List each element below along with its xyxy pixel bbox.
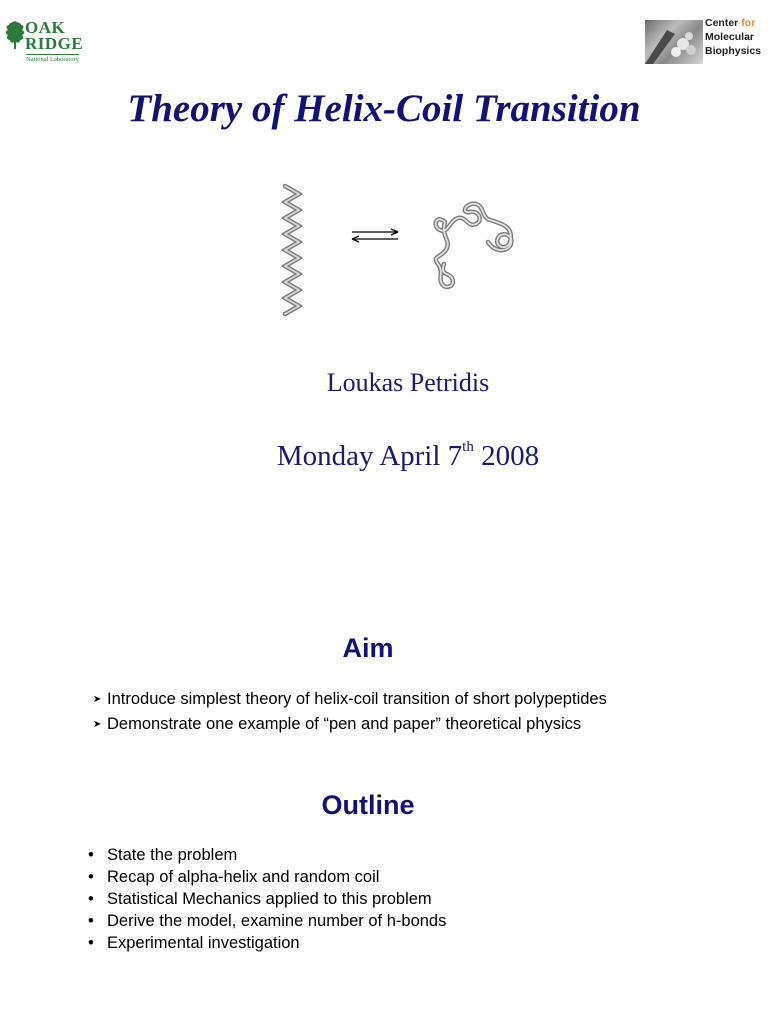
date-year: 2008 xyxy=(481,440,540,472)
alpha-helix-icon xyxy=(285,186,299,314)
cmb-logo xyxy=(645,16,763,66)
equilibrium-arrows-icon xyxy=(352,229,398,242)
ornl-logo-line1: OAK xyxy=(25,18,66,37)
bullet-icon: • xyxy=(88,934,94,952)
oak-ridge-logo xyxy=(4,16,90,66)
outline-item xyxy=(88,932,446,954)
cmb-logo-line3: Biophysics xyxy=(705,45,762,57)
outline-item-text: Statistical Mechanics applied to this problem xyxy=(107,890,432,908)
ornl-logo-line2: RIDGE xyxy=(25,34,84,53)
cmb-logo-for: for xyxy=(741,17,756,29)
arrow-bullet-icon: ➤ xyxy=(93,694,102,705)
outline-item-text: State the problem xyxy=(107,846,238,864)
outline-item xyxy=(88,866,446,888)
outline-list xyxy=(88,844,446,954)
date-suffix: th xyxy=(462,439,474,455)
random-coil-icon xyxy=(436,204,512,287)
aim-heading: Aim xyxy=(342,633,394,663)
outline-item-text: Experimental investigation xyxy=(107,934,300,952)
author-name: Loukas Petridis xyxy=(326,368,490,397)
aim-item-text: Demonstrate one example of “pen and paper” theoretical physics xyxy=(107,715,582,733)
molecule-graphic-icon xyxy=(645,20,703,64)
aim-item xyxy=(93,713,607,738)
slide-title: Theory of Helix-Coil Transition xyxy=(127,87,641,130)
presentation-date xyxy=(0,440,768,473)
bullet-icon: • xyxy=(88,846,94,864)
cmb-logo-image xyxy=(645,20,703,64)
oak-leaf-icon xyxy=(4,20,26,50)
outline-heading: Outline xyxy=(321,790,415,820)
helix-coil-figure xyxy=(270,180,530,320)
arrow-bullet-icon: ➤ xyxy=(93,719,102,730)
outline-item-text: Recap of alpha-helix and random coil xyxy=(107,868,380,886)
outline-item xyxy=(88,910,446,932)
outline-item-text: Derive the model, examine number of h-bonds xyxy=(107,912,447,930)
aim-list xyxy=(93,688,607,738)
cmb-logo-line2: Molecular xyxy=(705,31,755,43)
aim-item-text: Introduce simplest theory of helix-coil transition of short polypeptides xyxy=(107,690,607,708)
cmb-logo-text xyxy=(705,16,761,58)
outline-item xyxy=(88,888,446,910)
bullet-icon: • xyxy=(88,912,94,930)
bullet-icon: • xyxy=(88,868,94,886)
date-prefix: Monday April 7 xyxy=(276,440,463,472)
outline-item xyxy=(88,844,446,866)
cmb-logo-line1: Center xyxy=(705,17,739,29)
ornl-logo-line3: National Laboratory xyxy=(26,56,79,63)
bullet-icon: • xyxy=(88,890,94,908)
aim-item xyxy=(93,688,607,713)
